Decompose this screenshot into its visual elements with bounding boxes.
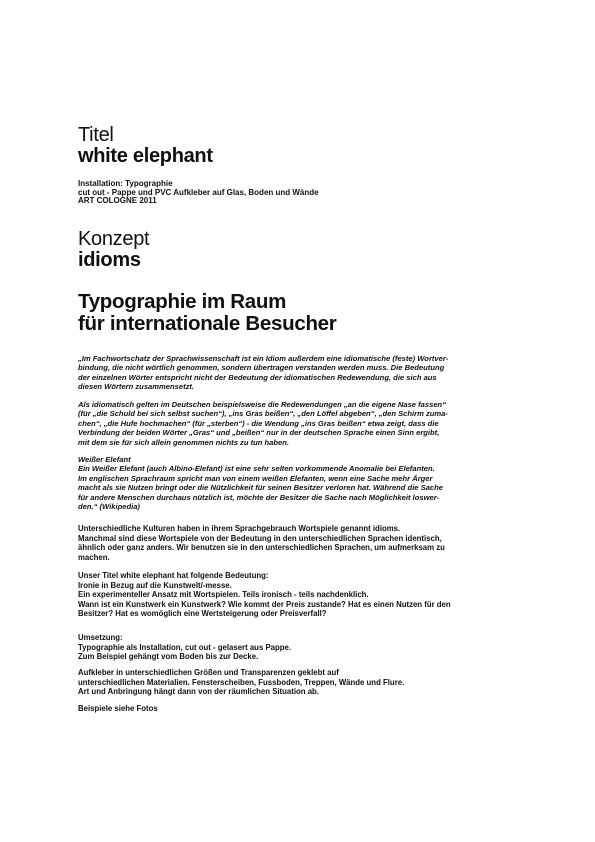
body-paragraph bbox=[78, 524, 445, 562]
quote-paragraph bbox=[78, 400, 448, 447]
body-line: Art und Anbringung hängt dann von der räumlichen Situation ab. bbox=[78, 687, 319, 697]
quote-paragraph bbox=[78, 354, 448, 392]
quote-line: mit dem sie für sich allein genommen nichts zu tun haben. bbox=[78, 437, 289, 447]
body-paragraph bbox=[78, 668, 404, 697]
body-line: Unser Titel white elephant hat folgende Bedeutung: bbox=[78, 571, 269, 580]
installation-meta bbox=[78, 180, 319, 206]
quote-line: chen“, „die Hufe hochmachen“ (für „sterben“) - die Wendung „ins Gras beißen“ etwa zeigt, dass die bbox=[78, 418, 439, 428]
meta-line: cut out - Pappe und PVC Aufkleber auf Glas, Boden und Wände bbox=[78, 187, 319, 197]
quote-line: macht als sie Nutzen bringt oder die Nützlichkeit für seinen Besitzer verloren hat. Während die Sache bbox=[78, 483, 444, 493]
body-line: Besitzer? Hat es womöglich eine Wertsteigerung oder Preisverfall? bbox=[78, 609, 327, 619]
body-line: Zum Beispiel gehängt vom Boden bis zur Decke. bbox=[78, 652, 259, 662]
body-line: Typographie als Installation, cut out - gelasert aus Pappe. bbox=[78, 642, 292, 652]
body-line: ähnlich oder ganz anders. Wir benutzen sie in den unterschiedlichen Sprachen, um aufmerksam zu bbox=[78, 543, 445, 553]
quote-line: (für „die Schuld bei sich selbst suchen“), „ins Gras beißen“, „den Löffel abgeben“, „den Schirm zuma- bbox=[78, 409, 448, 419]
quote-subheading: Weißer Elefant bbox=[78, 455, 131, 464]
quote-paragraph bbox=[78, 455, 443, 511]
body-line: Ironie in Bezug auf die Kunstwelt/-messe. bbox=[78, 580, 232, 590]
headline-line: Typographie im Raum bbox=[78, 290, 287, 313]
meta-line: ART COLOGNE 2011 bbox=[78, 196, 157, 205]
concept-section-label: Konzept bbox=[78, 228, 150, 250]
quote-line: Ein Weißer Elefant (auch Albino-Elefant) ist eine sehr selten vorkommende Anomalie bei Elefanten. bbox=[78, 464, 435, 474]
quote-line: Im englischen Sprachraum spricht man von einem weißen Elefanten, wenn eine Sache mehr Ärger bbox=[78, 473, 433, 483]
quote-line: diesen Wörtern zusammensetzt. bbox=[78, 382, 195, 392]
quote-line: bindung, die nicht wörtlich genommen, sondern übertragen verstanden werden muss. Die Bedeutung bbox=[78, 363, 445, 373]
body-line: Manchmal sind diese Wortspiele von der Bedeutung in den unterschiedlichen Sprachen identisch, bbox=[78, 533, 442, 543]
concept-section-value: idioms bbox=[78, 249, 141, 271]
body-paragraph bbox=[78, 571, 451, 619]
body-paragraph bbox=[78, 704, 158, 714]
quote-line: Als idiomatisch gelten im Deutschen beispielsweise die Redewendungen „an die eigene Nase fassen“ bbox=[78, 400, 446, 409]
headline bbox=[78, 291, 336, 335]
body-line: Unterschiedliche Kulturen haben in ihrem Sprachgebrauch Wortspiele genannt idioms. bbox=[78, 524, 401, 533]
body-line: Wann ist ein Kunstwerk ein Kunstwerk? Wie kommt der Preis zustande? Hat es einen Nutzen für den bbox=[78, 599, 451, 609]
quote-line: den.“ (Wikipedia) bbox=[78, 502, 140, 512]
title-section-value: white elephant bbox=[78, 145, 213, 167]
quote-line: Verbindung der beiden Wörter „Gras“ und „beißen“ nur in der deutschen Sprache einen Sinn ergibt, bbox=[78, 428, 440, 438]
title-section-label: Titel bbox=[78, 124, 114, 146]
quote-line: für andere Menschen durchaus nützlich ist, möchte der Besitzer die Sache nach Möglichkeit loswer- bbox=[78, 492, 440, 502]
body-line: Umsetzung: bbox=[78, 633, 123, 642]
body-line: Aufkleber in unterschiedlichen Größen und Transparenzen geklebt auf bbox=[78, 668, 339, 677]
body-line: Ein experimenteller Ansatz mit Wortspielen. Teils ironisch - teils nachdenklich. bbox=[78, 590, 369, 600]
meta-line: Installation: Typographie bbox=[78, 179, 173, 188]
body-line: unterschiedlichen Materialien. Fensterscheiben, Fussboden, Treppen, Wände und Flure. bbox=[78, 677, 405, 687]
body-line: Beispiele siehe Fotos bbox=[78, 704, 158, 713]
quote-line: der einzelnen Wörter entspricht nicht der Bedeutung der idiomatischen Redewendung, die sich aus bbox=[78, 372, 437, 382]
body-line: machen. bbox=[78, 552, 110, 562]
body-paragraph bbox=[78, 633, 291, 662]
headline-line: für internationale Besucher bbox=[78, 312, 337, 335]
quote-line: „Im Fachwortschatz der Sprachwissenschaft ist ein Idiom außerdem eine idiomatische (feste) Wortver- bbox=[78, 354, 449, 363]
